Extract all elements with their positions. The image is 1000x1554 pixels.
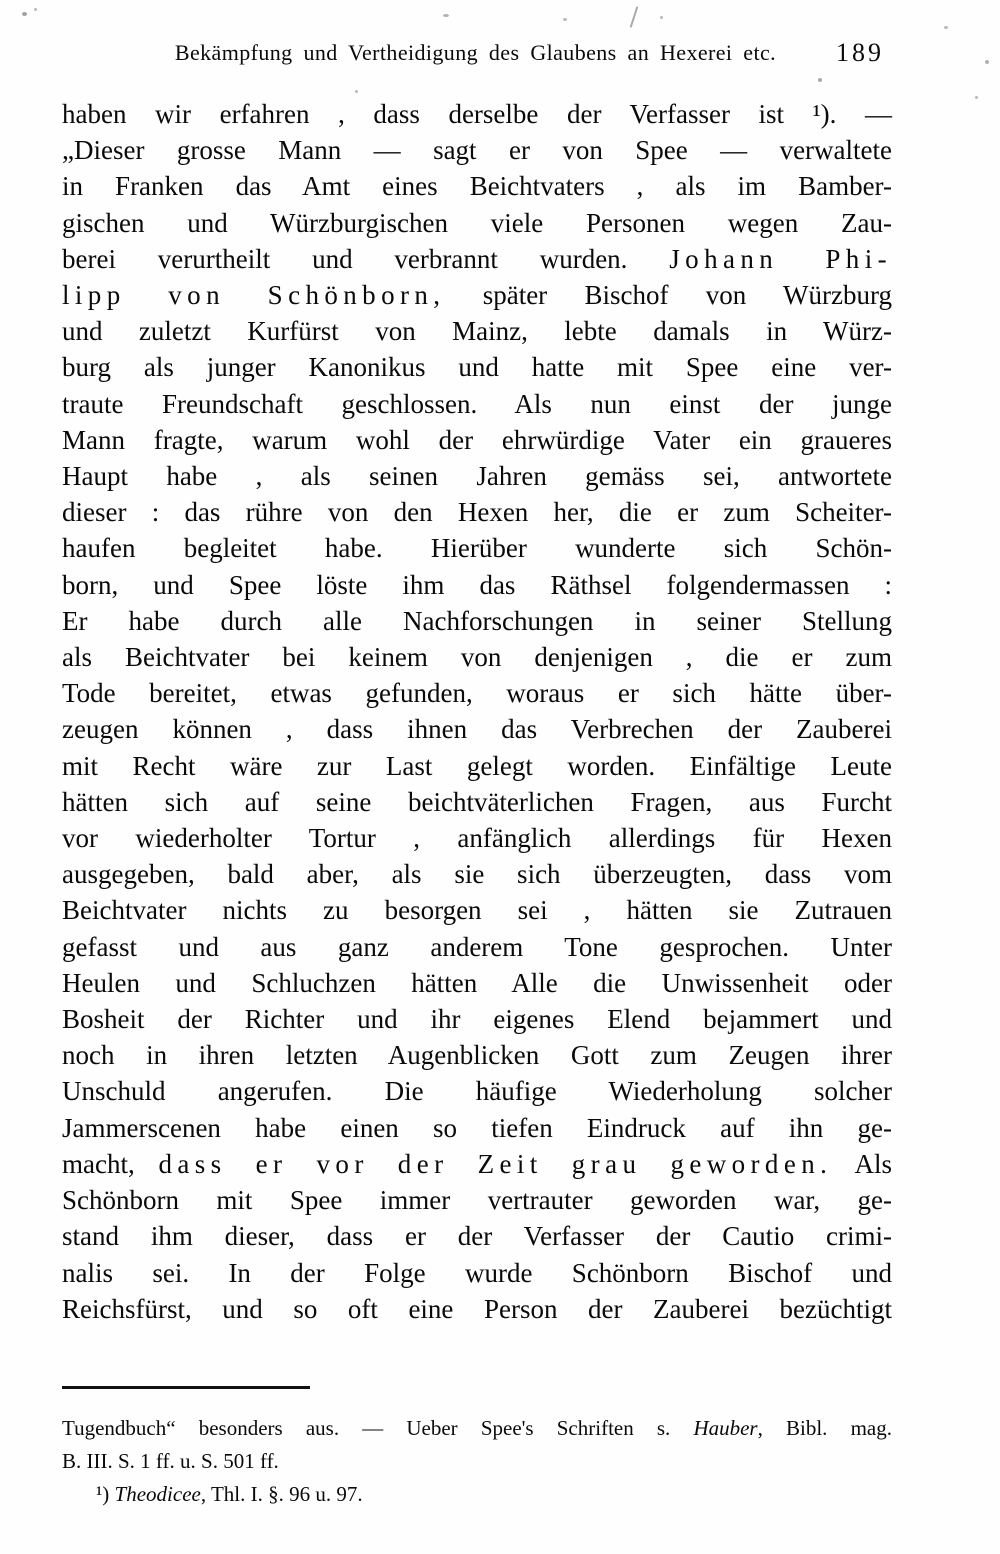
text-line: nalis sei. In der Folge wurde Schönborn Bischof und bbox=[62, 1257, 892, 1288]
text-line: stand ihm dieser, dass er der Verfasser der Cautio crimi- bbox=[62, 1221, 892, 1252]
footnote-1: ¹) Theodicee, Thl. I. §. 96 u. 97. bbox=[96, 1482, 363, 1506]
scan-artifact bbox=[975, 96, 978, 99]
footnote-continuation: B. III. S. 1 ff. u. S. 501 ff. bbox=[62, 1449, 279, 1473]
scan-artifact bbox=[818, 78, 822, 82]
text-line: zeugen können , dass ihnen das Verbrechen der Zauberei bbox=[62, 714, 892, 745]
text-line: in Franken das Amt eines Beichtvaters , als im Bamber- bbox=[62, 171, 892, 202]
text-line: Haupt habe , als seinen Jahren gemäss sei, antwortete bbox=[62, 461, 892, 492]
footnotes bbox=[62, 1412, 892, 1511]
text-line: Schönborn mit Spee immer vertrauter geworden war, ge- bbox=[62, 1185, 892, 1216]
text-line: gischen und Würzburgischen viele Personen wegen Zau- bbox=[62, 207, 892, 238]
text-line: gefasst und aus ganz anderem Tone gesprochen. Unter bbox=[62, 931, 892, 962]
footnote-continuation: Tugendbuch“ besonders aus. — Ueber Spee's Schriften s. Hauber, Bibl. mag. bbox=[62, 1416, 892, 1440]
running-header: Bekämpfung und Vertheidigung des Glaubens an Hexerei etc. bbox=[174, 40, 777, 65]
text-line: ausgegeben, bald aber, als sie sich überzeugten, dass vom bbox=[62, 859, 892, 890]
scan-artifact bbox=[443, 14, 449, 17]
text-line: als Beichtvater bei keinem von denjenigen , die er zum bbox=[62, 642, 892, 673]
text-line: und zuletzt Kurfürst von Mainz, lebte damals in Würz- bbox=[62, 316, 892, 347]
text-line: Er habe durch alle Nachforschungen in seiner Stellung bbox=[62, 605, 892, 636]
footnote-marker: ¹) bbox=[96, 1482, 115, 1506]
cited-work: Theodicee bbox=[114, 1482, 201, 1506]
text-line: Beichtvater nichts zu besorgen sei , hätten sie Zutrauen bbox=[62, 895, 892, 926]
text-line: dieser : das rühre von den Hexen her, die er zum Scheiter- bbox=[62, 497, 892, 528]
text-line: berei verurtheilt und verbrannt wurden. Johann Phi- bbox=[62, 243, 892, 274]
body-text bbox=[62, 96, 892, 1327]
text-line: haufen begleitet habe. Hierüber wunderte sich Schön- bbox=[62, 533, 892, 564]
scan-artifact bbox=[944, 26, 948, 29]
text-line: Mann fragte, warum wohl der ehrwürdige Vater ein graueres bbox=[62, 424, 892, 455]
scan-artifact bbox=[355, 90, 358, 93]
text-line: burg als junger Kanonikus und hatte mit Spee eine ver- bbox=[62, 352, 892, 383]
text-line: Tode bereitet, etwas gefunden, woraus er sich hätte über- bbox=[62, 678, 892, 709]
emphasized-name: lipp von Schönborn, bbox=[62, 280, 446, 311]
text-line: Heulen und Schluchzen hätten Alle die Unwissenheit oder bbox=[62, 967, 892, 998]
cited-author: Hauber bbox=[693, 1416, 758, 1440]
scan-artifact bbox=[660, 16, 663, 19]
text-line: Jammerscenen habe einen so tiefen Eindruck auf ihn ge- bbox=[62, 1112, 892, 1143]
scan-artifact bbox=[563, 18, 567, 21]
scan-artifact bbox=[630, 6, 639, 28]
scan-artifact bbox=[985, 60, 989, 64]
scan-artifact bbox=[34, 8, 37, 11]
text-line: mit Recht wäre zur Last gelegt worden. Einfältige Leute bbox=[62, 750, 892, 781]
text-line: hätten sich auf seine beichtväterlichen Fragen, aus Furcht bbox=[62, 786, 892, 817]
emphasized-name: Johann Phi- bbox=[669, 243, 892, 274]
text-line: traute Freundschaft geschlossen. Als nun einst der junge bbox=[62, 388, 892, 419]
text-line: „Dieser grosse Mann — sagt er von Spee — verwaltete bbox=[62, 135, 892, 166]
text-line: haben wir erfahren , dass derselbe der Verfasser ist ¹). — bbox=[62, 99, 892, 129]
footnote-separator bbox=[62, 1386, 310, 1389]
scan-artifact bbox=[22, 12, 27, 16]
page-number: 189 bbox=[836, 38, 884, 67]
text-line: lipp von Schönborn, später Bischof von Würzburg bbox=[62, 280, 892, 311]
text-line: Bosheit der Richter und ihr eigenes Elend bejammert und bbox=[62, 1004, 892, 1035]
text-line: vor wiederholter Tortur , anfänglich allerdings für Hexen bbox=[62, 823, 892, 854]
text-line: Unschuld angerufen. Die häufige Wiederholung solcher bbox=[62, 1076, 892, 1107]
text-line: born, und Spee löste ihm das Räthsel folgendermassen : bbox=[62, 569, 892, 600]
text-line: noch in ihren letzten Augenblicken Gott zum Zeugen ihrer bbox=[62, 1040, 892, 1071]
text-line: Reichsfürst, und so oft eine Person der Zauberei bezüchtigt bbox=[62, 1293, 892, 1324]
emphasized-phrase: dass er vor der Zeit grau geworden. bbox=[158, 1148, 833, 1179]
text-line: macht, dass er vor der Zeit grau geworden. Als bbox=[62, 1148, 892, 1179]
